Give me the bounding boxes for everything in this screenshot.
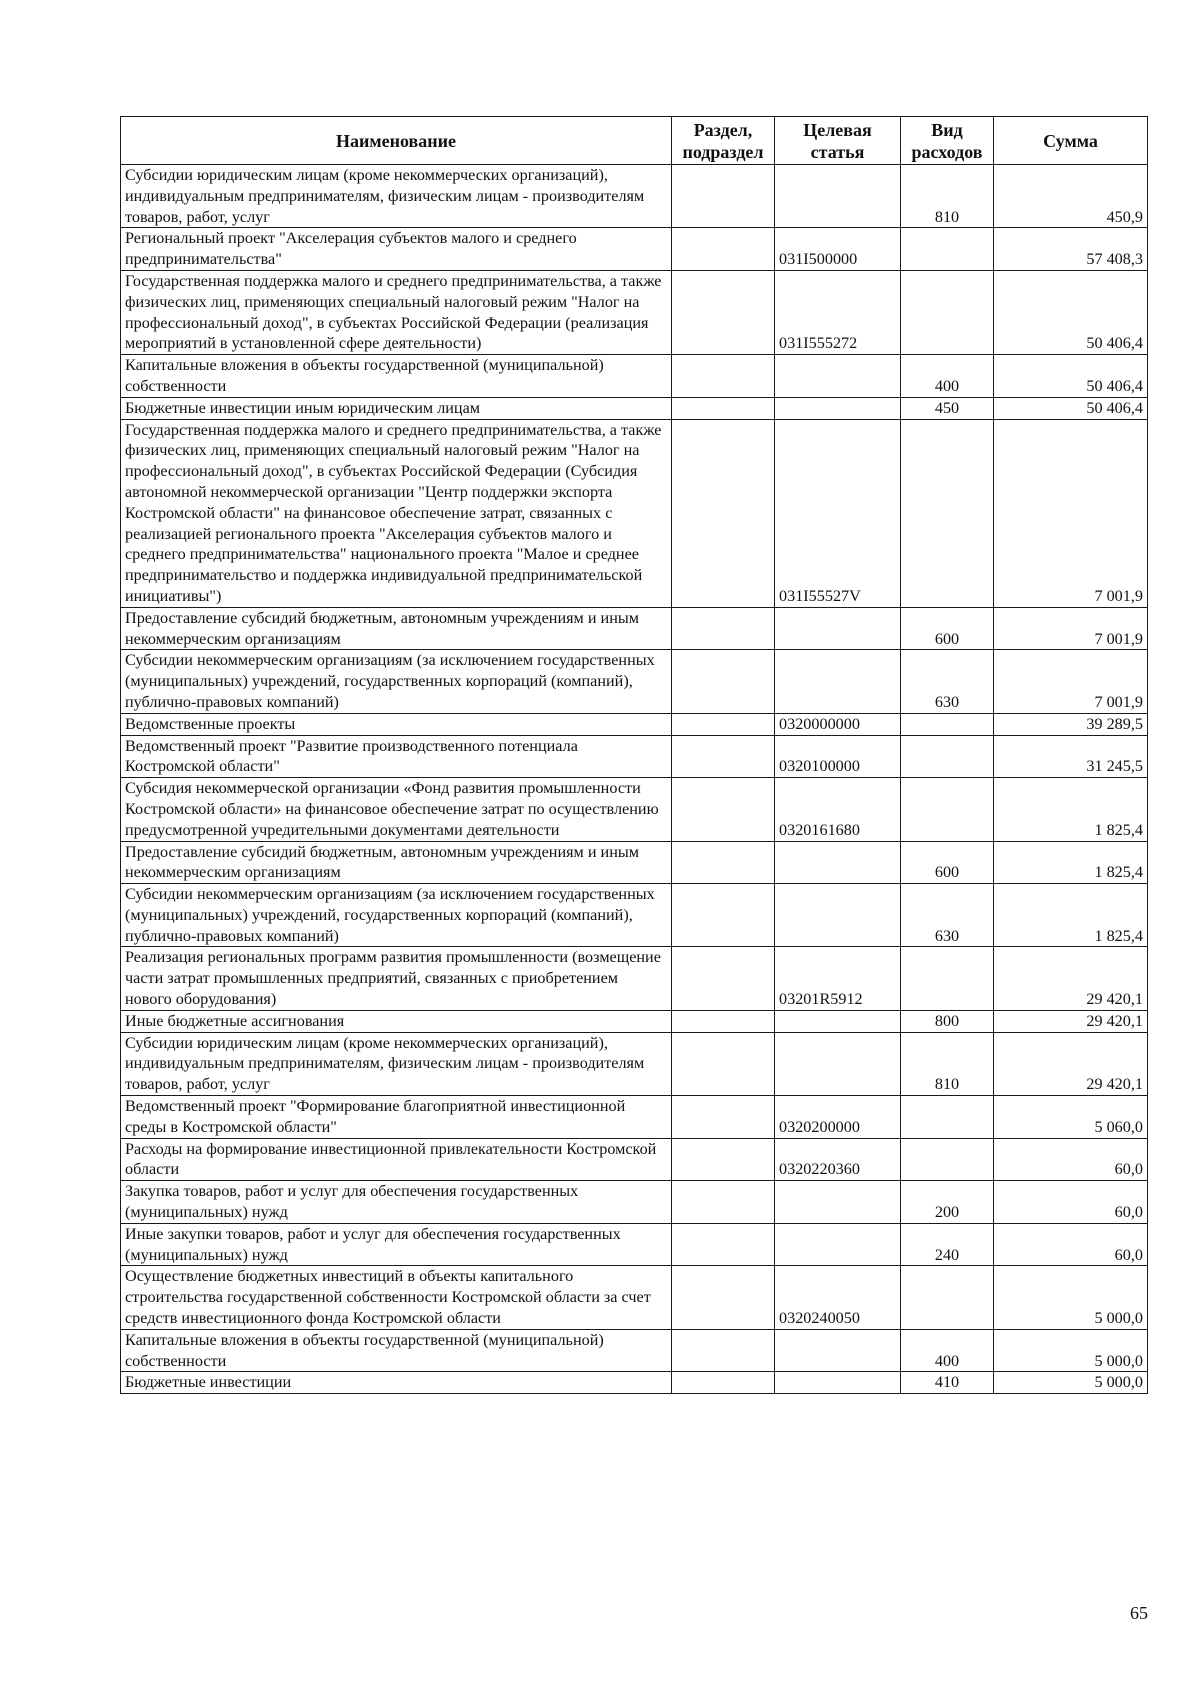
cell-sum: 29 420,1 (994, 947, 1148, 1010)
cell-section (672, 947, 775, 1010)
cell-section (672, 1223, 775, 1266)
cell-target-item: 0320220360 (775, 1138, 901, 1181)
cell-expense-type: 600 (901, 607, 994, 650)
cell-sum: 29 420,1 (994, 1032, 1148, 1095)
budget-table (120, 116, 1148, 1394)
cell-target-item (775, 1181, 901, 1224)
header-name: Наименование (121, 117, 672, 165)
cell-target-item (775, 1329, 901, 1372)
table-row (121, 1266, 1148, 1329)
table-row (121, 735, 1148, 778)
header-sum: Сумма (994, 117, 1148, 165)
cell-expense-type: 400 (901, 1329, 994, 1372)
table-row (121, 165, 1148, 228)
table-row (121, 1223, 1148, 1266)
cell-target-item (775, 841, 901, 884)
cell-name: Ведомственный проект "Развитие производственного потенциала Костромской области" (121, 735, 672, 778)
table-row (121, 397, 1148, 419)
cell-section (672, 1032, 775, 1095)
table-header-row (121, 117, 1148, 165)
cell-sum: 60,0 (994, 1181, 1148, 1224)
cell-target-item (775, 650, 901, 713)
cell-expense-type: 410 (901, 1372, 994, 1394)
cell-expense-type: 800 (901, 1010, 994, 1032)
cell-sum: 7 001,9 (994, 419, 1148, 607)
cell-target-item: 0320000000 (775, 713, 901, 735)
cell-name: Капитальные вложения в объекты государственной (муниципальной) собственности (121, 1329, 672, 1372)
cell-target-item (775, 884, 901, 947)
table-row (121, 713, 1148, 735)
cell-name: Государственная поддержка малого и среднего предпринимательства, а также физических лиц, применяющих специальный налоговый режим "Налог на профессиональный доход", в субъектах Российской Федерации (реализация мероприятий в установленной сфере деятельности) (121, 270, 672, 354)
table-row (121, 355, 1148, 398)
cell-expense-type: 400 (901, 355, 994, 398)
table-row (121, 947, 1148, 1010)
cell-expense-type (901, 1138, 994, 1181)
cell-target-item: 0320161680 (775, 778, 901, 841)
header-section: Раздел, подраздел (672, 117, 775, 165)
cell-section (672, 1138, 775, 1181)
cell-name: Субсидии юридическим лицам (кроме некоммерческих организаций), индивидуальным предпринимателям, физическим лицам - производителям товаров, работ, услуг (121, 165, 672, 228)
cell-name: Субсидия некоммерческой организации «Фонд развития промышленности Костромской области» на финансовое обеспечение затрат по осуществлению предусмотренной учредительными документами деятельности (121, 778, 672, 841)
cell-expense-type (901, 419, 994, 607)
cell-section (672, 419, 775, 607)
cell-section (672, 1181, 775, 1224)
cell-name: Реализация региональных программ развития промышленности (возмещение части затрат промышленных предприятий, связанных с приобретением нового оборудования) (121, 947, 672, 1010)
cell-name: Иные закупки товаров, работ и услуг для обеспечения государственных (муниципальных) нужд (121, 1223, 672, 1266)
cell-section (672, 1010, 775, 1032)
cell-name: Субсидии некоммерческим организациям (за исключением государственных (муниципальных) учреждений, государственных корпораций (компаний), публично-правовых компаний) (121, 884, 672, 947)
table-row (121, 270, 1148, 354)
cell-expense-type: 630 (901, 650, 994, 713)
table-row (121, 228, 1148, 271)
cell-sum: 50 406,4 (994, 355, 1148, 398)
cell-name: Расходы на формирование инвестиционной привлекательности Костромской области (121, 1138, 672, 1181)
cell-section (672, 1372, 775, 1394)
table-row (121, 1138, 1148, 1181)
cell-target-item: 031I555272 (775, 270, 901, 354)
cell-name: Субсидии юридическим лицам (кроме некоммерческих организаций), индивидуальным предпринимателям, физическим лицам - производителям товаров, работ, услуг (121, 1032, 672, 1095)
page-number: 65 (1130, 1603, 1148, 1623)
cell-name: Предоставление субсидий бюджетным, автономным учреждениям и иным некоммерческим организациям (121, 841, 672, 884)
cell-name: Закупка товаров, работ и услуг для обеспечения государственных (муниципальных) нужд (121, 1181, 672, 1224)
cell-sum: 450,9 (994, 165, 1148, 228)
cell-target-item (775, 607, 901, 650)
cell-expense-type (901, 735, 994, 778)
cell-sum: 5 000,0 (994, 1372, 1148, 1394)
cell-target-item: 0320240050 (775, 1266, 901, 1329)
cell-sum: 7 001,9 (994, 607, 1148, 650)
table-body (121, 165, 1148, 1394)
cell-target-item (775, 1223, 901, 1266)
cell-target-item (775, 1032, 901, 1095)
cell-expense-type (901, 270, 994, 354)
cell-sum: 50 406,4 (994, 270, 1148, 354)
cell-name: Капитальные вложения в объекты государственной (муниципальной) собственности (121, 355, 672, 398)
cell-section (672, 735, 775, 778)
cell-sum: 57 408,3 (994, 228, 1148, 271)
cell-sum: 31 245,5 (994, 735, 1148, 778)
cell-expense-type (901, 228, 994, 271)
cell-expense-type (901, 947, 994, 1010)
cell-target-item: 031I500000 (775, 228, 901, 271)
cell-sum: 60,0 (994, 1223, 1148, 1266)
cell-expense-type (901, 778, 994, 841)
table-row (121, 884, 1148, 947)
cell-section (672, 1096, 775, 1139)
cell-section (672, 1329, 775, 1372)
table-row (121, 778, 1148, 841)
table-row (121, 1329, 1148, 1372)
table-row (121, 419, 1148, 607)
cell-expense-type (901, 1266, 994, 1329)
cell-name: Бюджетные инвестиции (121, 1372, 672, 1394)
cell-sum: 1 825,4 (994, 778, 1148, 841)
table-row (121, 1096, 1148, 1139)
cell-expense-type (901, 713, 994, 735)
cell-target-item: 0320200000 (775, 1096, 901, 1139)
cell-section (672, 884, 775, 947)
cell-section (672, 650, 775, 713)
cell-target-item (775, 1372, 901, 1394)
cell-expense-type: 200 (901, 1181, 994, 1224)
cell-expense-type: 600 (901, 841, 994, 884)
cell-target-item (775, 397, 901, 419)
cell-target-item: 031I55527V (775, 419, 901, 607)
cell-name: Иные бюджетные ассигнования (121, 1010, 672, 1032)
table-row (121, 1181, 1148, 1224)
cell-section (672, 841, 775, 884)
table-row (121, 607, 1148, 650)
cell-target-item (775, 355, 901, 398)
cell-sum: 5 060,0 (994, 1096, 1148, 1139)
cell-section (672, 1266, 775, 1329)
cell-section (672, 165, 775, 228)
cell-target-item: 03201R5912 (775, 947, 901, 1010)
cell-section (672, 228, 775, 271)
table-row (121, 1010, 1148, 1032)
cell-sum: 5 000,0 (994, 1266, 1148, 1329)
cell-section (672, 778, 775, 841)
cell-sum: 50 406,4 (994, 397, 1148, 419)
table-row (121, 1032, 1148, 1095)
cell-name: Государственная поддержка малого и среднего предпринимательства, а также физических лиц, применяющих специальный налоговый режим "Налог на профессиональный доход", в субъектах Российской Федерации (Субсидия автономной некоммерческой организации "Центр поддержки экспорта Костромской области" на финансовое обеспечение затрат, связанных с реализацией регионального проекта "Акселерация субъектов малого и среднего предпринимательства" национального проекта "Малое и среднее предпринимательство и поддержка индивидуальной предпринимательской инициативы") (121, 419, 672, 607)
table-row (121, 650, 1148, 713)
cell-sum: 29 420,1 (994, 1010, 1148, 1032)
cell-expense-type: 240 (901, 1223, 994, 1266)
cell-target-item: 0320100000 (775, 735, 901, 778)
cell-section (672, 397, 775, 419)
cell-section (672, 270, 775, 354)
cell-target-item (775, 1010, 901, 1032)
cell-name: Бюджетные инвестиции иным юридическим лицам (121, 397, 672, 419)
cell-section (672, 355, 775, 398)
cell-expense-type: 450 (901, 397, 994, 419)
cell-name: Ведомственные проекты (121, 713, 672, 735)
header-expense-type: Вид расходов (901, 117, 994, 165)
cell-name: Региональный проект "Акселерация субъектов малого и среднего предпринимательства" (121, 228, 672, 271)
cell-expense-type: 810 (901, 1032, 994, 1095)
cell-expense-type: 630 (901, 884, 994, 947)
cell-target-item (775, 165, 901, 228)
cell-section (672, 607, 775, 650)
table-row (121, 1372, 1148, 1394)
cell-sum: 7 001,9 (994, 650, 1148, 713)
cell-sum: 1 825,4 (994, 841, 1148, 884)
cell-name: Ведомственный проект "Формирование благоприятной инвестиционной среды в Костромской области" (121, 1096, 672, 1139)
cell-section (672, 713, 775, 735)
cell-name: Осуществление бюджетных инвестиций в объекты капитального строительства государственной собственности Костромской области за счет средств инвестиционного фонда Костромской области (121, 1266, 672, 1329)
header-target-item: Целевая статья (775, 117, 901, 165)
cell-sum: 1 825,4 (994, 884, 1148, 947)
cell-expense-type: 810 (901, 165, 994, 228)
table-row (121, 841, 1148, 884)
cell-sum: 39 289,5 (994, 713, 1148, 735)
cell-name: Субсидии некоммерческим организациям (за исключением государственных (муниципальных) учреждений, государственных корпораций (компаний), публично-правовых компаний) (121, 650, 672, 713)
cell-sum: 60,0 (994, 1138, 1148, 1181)
cell-sum: 5 000,0 (994, 1329, 1148, 1372)
cell-name: Предоставление субсидий бюджетным, автономным учреждениям и иным некоммерческим организациям (121, 607, 672, 650)
cell-expense-type (901, 1096, 994, 1139)
